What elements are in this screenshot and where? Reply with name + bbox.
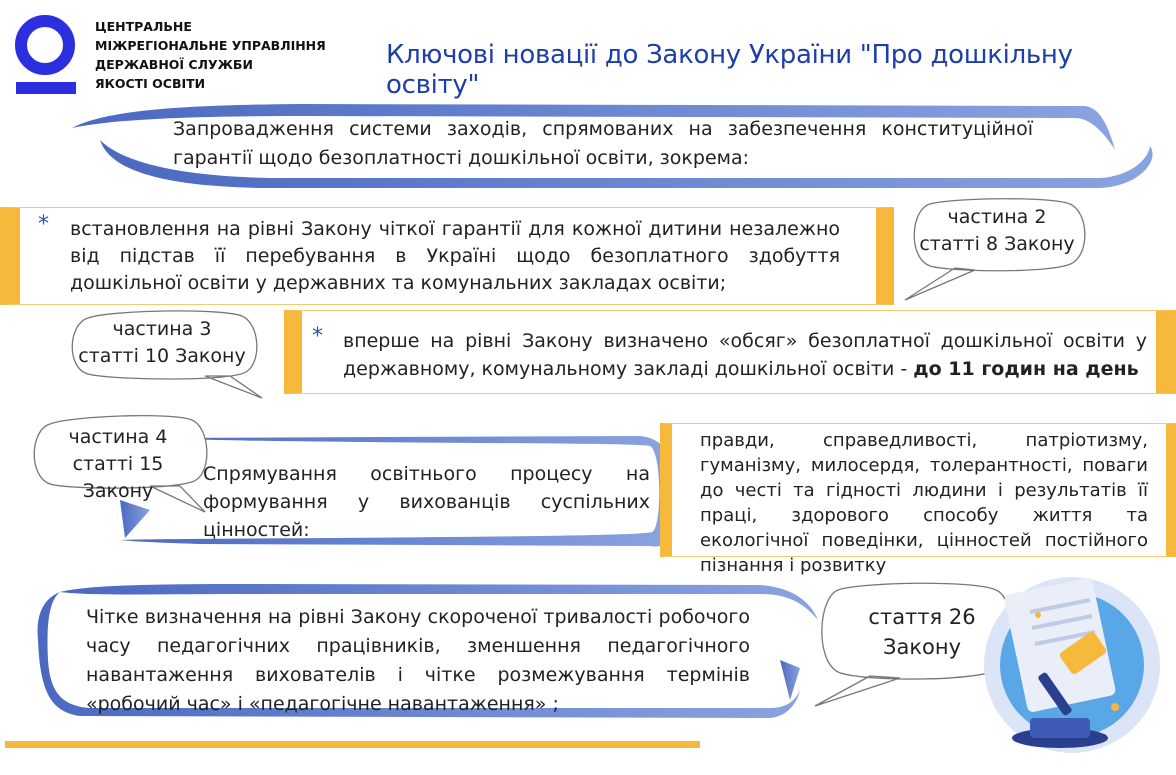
callout-3-line-1: частина 4 <box>68 426 168 448</box>
callout-4-line-2: Закону <box>882 635 962 659</box>
block4-text: Спрямування освітнього процесу на формування у вихованців суспільних цінностей: <box>203 463 650 541</box>
callout-2-line-1: частина 3 <box>112 318 212 340</box>
gavel-document-icon <box>984 577 1160 753</box>
block2-text: встановлення на рівні Закону чіткої гарантії для кожної дитини незалежно від підстав її перебування в Україні щодо безоплатного здобуття дошкільної освіти у державних та комунальних закладах освіти; <box>70 218 840 294</box>
callout-1-line-1: частина 2 <box>947 206 1047 228</box>
block3-bullet: * <box>312 324 323 349</box>
org-name-line-1: ЦЕНТРАЛЬНЕ <box>95 19 192 34</box>
callout-2-text <box>74 316 250 370</box>
block5-text: Чітке визначення на рівні Закону скороченої тривалості робочого часу педагогічних працівників, зменшення педагогічного навантаження вихователів і чітке розмежування термінів «робочий час» і «педагогічне навантаження» ; <box>86 606 750 715</box>
block3-text-bold: до 11 годин на день <box>913 358 1139 380</box>
org-name-line-3: ДЕРЖАВНОЇ СЛУЖБИ <box>95 57 253 72</box>
callout-1-line-2: статті 8 Закону <box>919 233 1075 255</box>
bubble-5-tail <box>780 660 800 700</box>
callout-2-line-2: статті 10 Закону <box>78 345 246 367</box>
block3-text-main: вперше на рівні Закону визначено «обсяг» безоплатної дошкільної освіти у державному, комунальному закладі дошкільної освіти - <box>343 330 1147 380</box>
callout-4-line-1: стаття 26 <box>868 605 976 629</box>
callout-4-text <box>852 602 992 662</box>
page-title: Ключові новації до Закону України "Про дошкільну освіту" <box>386 40 1073 100</box>
block1-text: Запровадження системи заходів, спрямованих на забезпечення конституційної гарантії щодо безоплатності дошкільної освіти, зокрема: <box>173 118 1033 169</box>
bottom-accent-line <box>5 741 700 748</box>
block2-bullet: * <box>38 212 49 237</box>
org-name-line-4: ЯКОСТІ ОСВІТИ <box>95 76 206 91</box>
callout-3-text <box>36 424 200 505</box>
block3-text <box>343 327 1147 383</box>
callout-1-text <box>912 204 1082 258</box>
callout-3-line-2: статті 15 Закону <box>72 453 164 502</box>
block4-values: правди, справедливості, патріотизму, гуманізму, милосердя, толерантності, поваги до честі та гідності людини і результатів її праці, здорового способу життя та екологічної поведінки, цінностей постійного пізнання і розвитку <box>700 430 1148 576</box>
bubble-4-tail <box>120 500 150 538</box>
org-name-line-2: МІЖРЕГІОНАЛЬНЕ УПРАВЛІННЯ <box>95 38 326 53</box>
